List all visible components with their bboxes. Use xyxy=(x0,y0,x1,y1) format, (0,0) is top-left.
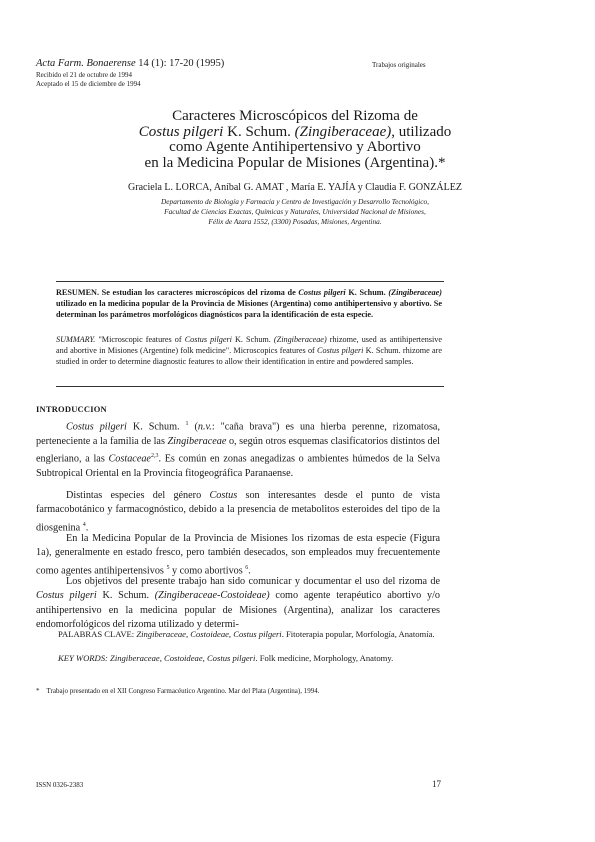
title-line-2-end: , utilizado xyxy=(391,123,452,140)
p4-text-c: como agente terapéutico abortivo y/o antihipertensivo en la medicina popular de Misiones (Argentina), analizar los caracteres endomorfológicos del rizoma utilizado y determi- xyxy=(36,590,440,631)
authors: Graciela L. LORCA, Aníbal G. AMAT , María E. YAJÍA y Claudia F. GONZÁLEZ xyxy=(128,182,462,193)
p1-nv: n.v. xyxy=(197,421,212,433)
resumen-label: RESUMEN. xyxy=(56,288,99,297)
affiliation-line-3: Félix de Azara 1552, (3300) Posadas, Misiones, Argentina. xyxy=(208,217,382,226)
resumen xyxy=(56,287,442,320)
p3-ref-2: 6 xyxy=(245,564,249,571)
keywords-es xyxy=(58,629,442,640)
keywords-en-terms: Zingiberaceae, Costoideae, Costus pilgeri xyxy=(110,653,256,663)
intro-paragraph-1 xyxy=(36,417,440,481)
title-line-1: Caracteres Microscópicos del Rizoma de xyxy=(172,108,418,124)
keywords-es-rest: . Fitoterapia popular, Morfología, Anatomía. xyxy=(281,629,435,639)
keywords-en-rest: . Folk medicine, Morphology, Anatomy. xyxy=(255,653,394,663)
p1-ref-2: 2,3 xyxy=(150,453,159,460)
p1-text-d: o, según otros esquemas clasificatorios distintos del engleriano, a las xyxy=(36,435,440,465)
affiliation-line-2: Facultad de Ciencias Exactas, Químicas y Naturales, Universidad Nacional de Misiones, xyxy=(164,207,426,216)
page-number: 17 xyxy=(432,779,441,789)
title-line-4: en la Medicina Popular de Misiones (Argentina).* xyxy=(144,154,446,171)
p1-text-a: K. Schum. xyxy=(126,421,186,433)
affiliation xyxy=(60,197,530,227)
p4-family: (Zingiberaceae-Costoideae) xyxy=(154,590,270,602)
p2-genus: Costus xyxy=(209,490,238,501)
p1-ref-1: 1 xyxy=(185,421,189,427)
summary xyxy=(56,334,442,367)
summary-label: SUMMARY. xyxy=(56,335,96,344)
footnote xyxy=(36,687,320,695)
summary-family: (Zingiberaceae) xyxy=(273,335,327,344)
p2-ref: 4 xyxy=(82,521,86,528)
intro-paragraph-3 xyxy=(36,532,440,579)
p2-text-b: son interesantes desde el punto de vista farmacobotánico y farmacognóstico, debido a la presencia de metabolitos esteroides del tipo de la diosgenina xyxy=(36,490,441,534)
p1-family-2: Costaceae xyxy=(108,453,151,465)
p4-text-a: Los objetivos del presente trabajo han sido comunicar y documentar el uso del rizoma de xyxy=(66,576,440,587)
journal-name: Acta Farm. Bonaerense xyxy=(36,58,136,69)
issn: ISSN 0326-2383 xyxy=(36,781,84,789)
summary-species: Costus pilgeri xyxy=(184,335,232,344)
p2-text-c: . xyxy=(85,522,89,534)
summary-text-b: K. Schum. xyxy=(231,335,274,344)
summary-species-2: Costus pilgeri xyxy=(317,346,364,355)
title-authority: K. Schum. xyxy=(223,123,295,140)
section-heading: INTRODUCCION xyxy=(36,404,107,414)
footnote-text: Trabajo presentado en el XII Congreso Farmacéutico Argentino. Mar del Plata (Argentina), 1994. xyxy=(46,687,320,695)
title-family: (Zingiberaceae) xyxy=(294,123,392,140)
section-tag: Trabajos originales xyxy=(372,61,426,69)
abstract-bottom-rule xyxy=(56,386,444,387)
p1-species: Costus pilgeri xyxy=(66,421,127,433)
journal-volume: 14 (1): 17-20 (1995) xyxy=(138,58,225,69)
intro-paragraph-4 xyxy=(36,575,440,633)
p1-text-b: ( xyxy=(188,421,198,433)
affiliation-line-1: Departamento de Biología y Farmacia y Centro de Investigación y Desarrollo Tecnológico, xyxy=(161,197,429,206)
received-date: Recibido el 21 de octubre de 1994 xyxy=(36,71,133,79)
accepted-date: Aceptado el 15 de diciembre de 1994 xyxy=(36,79,141,88)
p1-text-c: : "caña brava") es una hierba perenne, rizomatosa, perteneciente a la familia de las xyxy=(36,421,441,447)
resumen-text-b: K. Schum. xyxy=(345,288,389,297)
p4-text-b: K. Schum. xyxy=(96,590,155,602)
resumen-family: (Zingiberaceae) xyxy=(388,288,442,297)
title-line-2 xyxy=(60,125,530,141)
dates-block xyxy=(36,71,141,88)
resumen-text-a: Se estudian los caracteres microscópicos del rizoma de xyxy=(99,288,299,297)
keywords-es-terms: Zingiberaceae, Costoideae, Costus pilgeri xyxy=(136,629,282,639)
p3-text-a: En la Medicina Popular de la Provincia de Misiones los rizomas de esta especie (Figura 1a), generalmente en estado fresco, pero también desecados, son empleados muy frecuentemente como agentes antihipertensivos xyxy=(36,533,440,577)
keywords-en xyxy=(58,653,442,664)
p1-text-e: . Es común en zonas anegadizas o ambientes húmedos de la Selva Subtropical Oriental en la Provincia fitogeográfica Paranaense. xyxy=(36,453,440,479)
keywords-es-label: PALABRAS CLAVE: xyxy=(58,629,137,639)
footnote-mark: * xyxy=(36,687,40,695)
resumen-text-c: utilizado en la medicina popular de la Provincia de Misiones (Argentina) como antihipertensivo y abortivo. Se determinan los parámetros morfológicos diagnósticos para la identificación de esta especie. xyxy=(56,299,442,319)
summary-text-a: "Microscopic features of xyxy=(95,335,185,344)
summary-text-c: rhizome, used as antihipertensive and abortive in Misiones (Argentine) folk medicine". Microscopics features of xyxy=(56,335,442,355)
p3-text-c: . xyxy=(248,565,251,577)
journal-citation xyxy=(36,58,224,69)
paper-title xyxy=(60,109,530,171)
p2-text-a: Distintas especies del género xyxy=(66,490,210,501)
keywords-en-label: KEY WORDS: xyxy=(58,653,111,663)
p1-family: Zingiberaceae xyxy=(167,435,227,447)
summary-text-d: K. Schum. rhizome are studied in order to determine diagnostic features to allow their identification in entire and powdered samples. xyxy=(56,346,442,366)
title-line-3: como Agente Antihipertensivo y Abortivo xyxy=(169,139,421,155)
abstract-top-rule xyxy=(56,281,444,282)
p3-text-b: y como abortivos xyxy=(169,565,246,577)
intro-paragraph-2 xyxy=(36,489,440,536)
p4-species: Costus pilgeri xyxy=(36,590,97,602)
title-species: Costus pilgeri xyxy=(138,123,224,140)
resumen-species: Costus pilgeri xyxy=(298,288,346,297)
p3-ref-1: 5 xyxy=(166,564,170,571)
